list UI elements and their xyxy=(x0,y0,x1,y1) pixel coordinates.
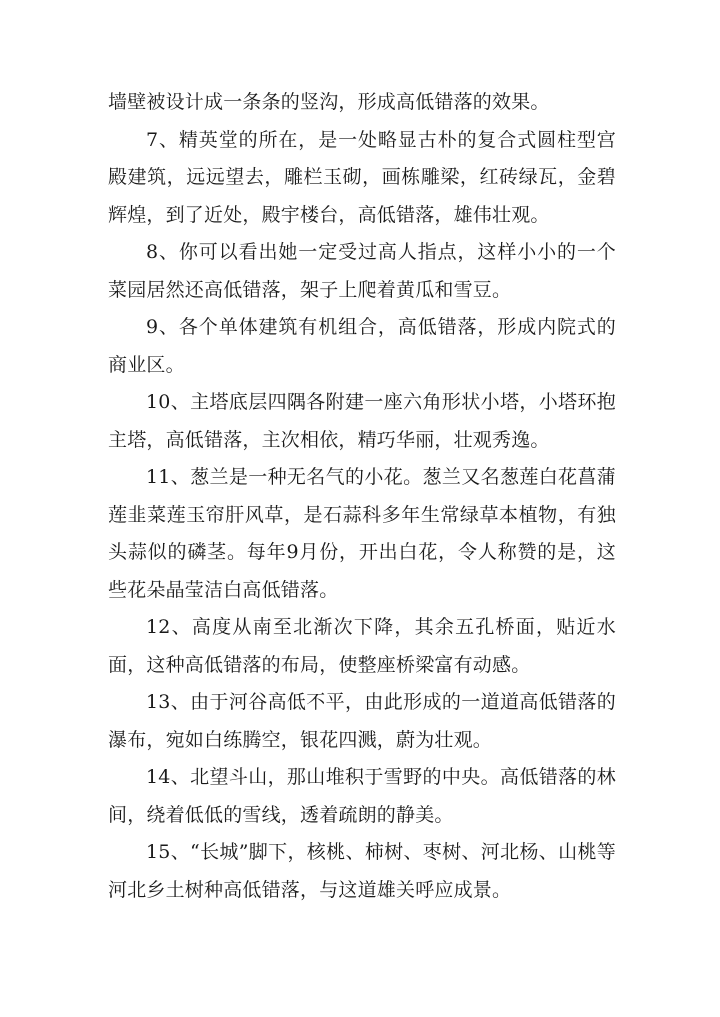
paragraph-continuation: 墙壁被设计成一条条的竖沟，形成高低错落的效果。 xyxy=(108,91,550,113)
paragraph-item-14: 14、北望斗山，那山堆积于雪野的中央。高低错落的林间，绕着低低的雪线，透着疏朗的静美。 xyxy=(108,766,616,826)
paragraph-item-12: 12、高度从南至北渐次下降，其余五孔桥面，贴近水面，这种高低错落的布局，使整座桥梁富有动感。 xyxy=(108,616,616,676)
paragraph-item-9: 9、各个单体建筑有机组合，高低错落，形成内院式的商业区。 xyxy=(108,316,616,376)
paragraph-item-10: 10、主塔底层四隅各附建一座六角形状小塔，小塔环抱主塔，高低错落，主次相依，精巧华丽，壮观秀逸。 xyxy=(108,391,616,451)
document-body xyxy=(108,84,616,909)
paragraph-item-11: 11、葱兰是一种无名气的小花。葱兰又名葱莲白花菖蒲莲韭菜莲玉帘肝风草，是石蒜科多年生常绿草本植物，有独头蒜似的磷茎。每年9月份，开出白花，令人称赞的是，这些花朵晶莹洁白高低错落。 xyxy=(108,466,616,601)
paragraph-item-15: 15、“长城”脚下，核桃、柿树、枣树、河北杨、山桃等河北乡土树种高低错落，与这道雄关呼应成景。 xyxy=(108,841,616,901)
paragraph-item-13: 13、由于河谷高低不平，由此形成的一道道高低错落的瀑布，宛如白练腾空，银花四溅，蔚为壮观。 xyxy=(108,691,616,751)
paragraph-item-7: 7、精英堂的所在，是一处略显古朴的复合式圆柱型宫殿建筑，远远望去，雕栏玉砌，画栋雕梁，红砖绿瓦，金碧辉煌，到了近处，殿宇楼台，高低错落，雄伟壮观。 xyxy=(108,128,616,226)
paragraph-item-8: 8、你可以看出她一定受过高人指点，这样小小的一个菜园居然还高低错落，架子上爬着黄瓜和雪豆。 xyxy=(108,241,616,301)
